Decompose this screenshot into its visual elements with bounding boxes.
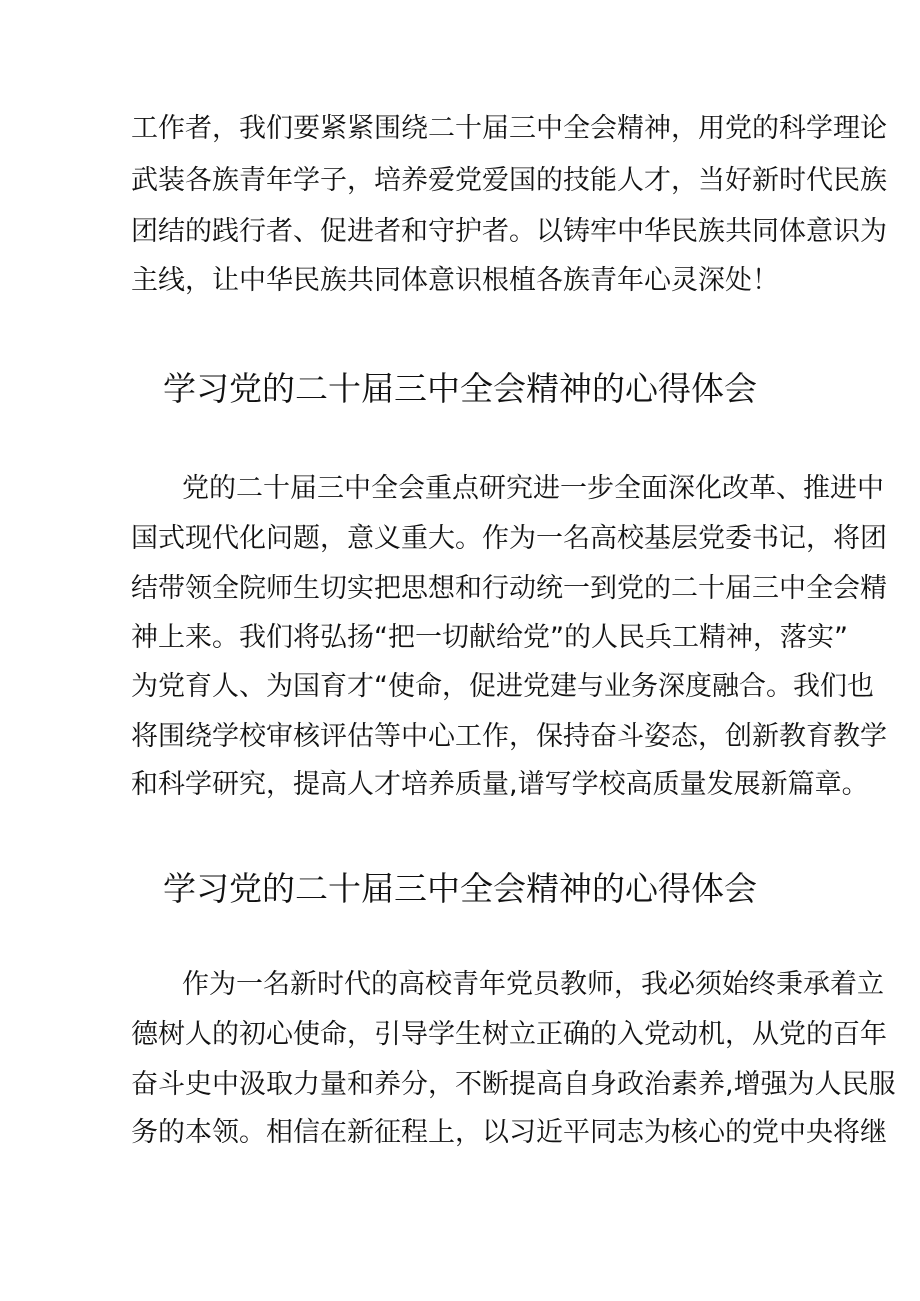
paragraph-line: 团结的践行者、促进者和守护者。以铸牢中华民族共同体意识为 bbox=[131, 216, 887, 247]
paragraph-line: 将围绕学校审核评估等中心工作，保持奋斗姿态，创新教育教学 bbox=[131, 721, 887, 752]
section-1-title: 学习党的二十届三中全会精神的心得体会 bbox=[163, 369, 757, 408]
paragraph-line: 作为一名新时代的高校青年党员教师，我必须始终秉承着立 bbox=[182, 969, 884, 1000]
paragraph-line: 奋斗史中汲取力量和养分，不断提高自身政治素养,增强为人民服 bbox=[131, 1069, 896, 1100]
paragraph-line: 党的二十届三中全会重点研究进一步全面深化改革、推进中 bbox=[182, 473, 884, 504]
paragraph-line: 结带领全院师生切实把思想和行动统一到党的二十届三中全会精 bbox=[131, 573, 887, 604]
paragraph-line: 主线，让中华民族共同体意识根植各族青年心灵深处！ bbox=[131, 265, 779, 296]
paragraph-line: 武装各族青年学子，培养爱党爱国的技能人才，当好新时代民族 bbox=[131, 165, 887, 196]
paragraph-line: 工作者，我们要紧紧围绕二十届三中全会精神，用党的科学理论 bbox=[131, 113, 887, 144]
paragraph-line: 务的本领。相信在新征程上，以习近平同志为核心的党中央将继 bbox=[131, 1117, 887, 1148]
paragraph-line: 德树人的初心使命，引导学生树立正确的入党动机，从党的百年 bbox=[131, 1019, 887, 1050]
paragraph-line: 为党育人、为国育才“使命，促进党建与业务深度融合。我们也 bbox=[131, 671, 874, 702]
paragraph-line: 神上来。我们将弘扬“把一切献给党”的人民兵工精神，落实” bbox=[131, 622, 848, 653]
paragraph-line: 国式现代化问题，意义重大。作为一名高校基层党委书记，将团 bbox=[131, 523, 887, 554]
paragraph-line: 和科学研究，提高人才培养质量,谱写学校高质量发展新篇章。 bbox=[131, 769, 869, 800]
section-2-title: 学习党的二十届三中全会精神的心得体会 bbox=[163, 869, 757, 908]
